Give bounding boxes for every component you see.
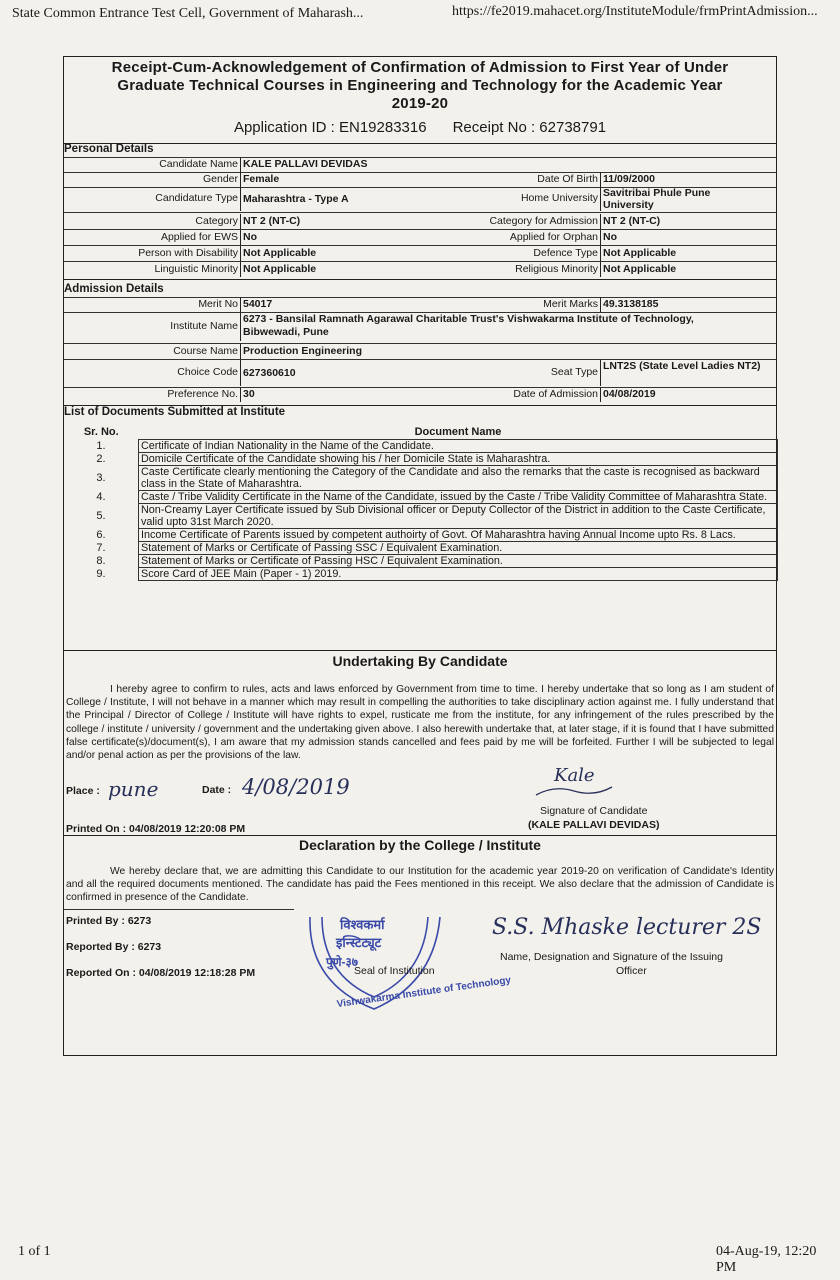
table-row xyxy=(64,453,778,466)
preference-value: 30 xyxy=(240,387,443,402)
officer-label-line1: Name, Designation and Signature of the Issuing xyxy=(500,951,723,963)
table-row xyxy=(64,491,778,504)
document-name: Income Certificate of Parents issued by competent authoirty of Govt. Of Maharashtra having Annual Income upto Rs. 8 Lacs. xyxy=(139,529,778,542)
course-value: Production Engineering xyxy=(240,344,443,359)
merit-marks-label: Merit Marks xyxy=(543,298,598,310)
place-handwritten: pune xyxy=(108,777,159,801)
disability-label: Person with Disability xyxy=(138,247,238,259)
document-name-header: Document Name xyxy=(414,425,502,438)
row-course xyxy=(64,344,776,359)
reported-by: Reported By : 6273 xyxy=(66,941,162,953)
document-name: Non-Creamy Layer Certificate issued by Sub Divisional officer or Deputy Collector of the District in addition to the Caste Certificate, valid upto 31st March 2020. xyxy=(139,504,778,529)
page-count: 1 of 1 xyxy=(18,1244,51,1259)
row-ews-orphan xyxy=(64,230,776,245)
choice-code-value: 627360610 xyxy=(240,360,443,386)
title-line-2: Graduate Technical Courses in Engineering and Technology for the Academic Year xyxy=(117,77,723,94)
home-university-label: Home University xyxy=(520,192,598,204)
table-row xyxy=(64,542,778,555)
date-label: Date : xyxy=(202,784,232,796)
receipt-title xyxy=(64,59,776,113)
gender-label: Gender xyxy=(202,173,238,185)
row-candidature xyxy=(64,187,776,211)
religious-minority-label: Religious Minority xyxy=(515,263,598,275)
title-line-1: Receipt-Cum-Acknowledgement of Confirmation of Admission to First Year of Under xyxy=(111,59,729,76)
date-handwritten: 4/08/2019 xyxy=(242,775,350,799)
category-label: Category xyxy=(195,215,238,227)
table-row xyxy=(64,466,778,491)
officer-signature: S.S. Mhaske lecturer 2S xyxy=(492,915,762,940)
personal-details-heading: Personal Details xyxy=(64,143,154,155)
stamp-hindi-line1: विश्वकर्मा xyxy=(340,917,385,932)
ews-label: Applied for EWS xyxy=(160,231,238,243)
religious-minority-value: Not Applicable xyxy=(600,262,773,277)
defence-label: Defence Type xyxy=(533,247,598,259)
row-preference-doa xyxy=(64,387,776,402)
category-admission-label: Category for Admission xyxy=(489,215,598,227)
browser-url: https://fe2019.mahacet.org/InstituteModule/frmPrintAdmission... xyxy=(452,4,818,19)
title-line-3: 2019-20 xyxy=(391,95,449,112)
table-row xyxy=(64,568,778,581)
sr-no-header: Sr. No. xyxy=(83,425,119,438)
linguistic-minority-value: Not Applicable xyxy=(240,262,443,277)
stamp-hindi-line3: पुणे-३७ xyxy=(326,955,358,969)
institute-label: Institute Name xyxy=(170,320,238,332)
dob-value: 11/09/2000 xyxy=(600,172,773,187)
documents-heading: List of Documents Submitted at Institute xyxy=(64,406,286,418)
declaration-heading: Declaration by the College / Institute xyxy=(299,837,541,853)
merit-marks-value: 49.3138185 xyxy=(600,297,773,312)
row-choice-seat xyxy=(64,360,776,386)
row-institute xyxy=(64,313,776,341)
document-name: Caste Certificate clearly mentioning the Category of the Candidate and also the remarks that the caste is recognised as backward class in the State of Maharashtra. xyxy=(139,466,778,491)
preference-label: Preference No. xyxy=(167,388,238,400)
home-university-value: Savitribai Phule Pune University xyxy=(600,187,733,211)
category-admission-value: NT 2 (NT-C) xyxy=(600,214,773,229)
document-name: Certificate of Indian Nationality in the Name of the Candidate. xyxy=(139,440,778,453)
stamp-hindi-line2: इन्स्टिट्यूट xyxy=(336,935,382,950)
table-row xyxy=(64,555,778,568)
document-name: Statement of Marks or Certificate of Passing HSC / Equivalent Examination. xyxy=(139,555,778,568)
linguistic-minority-label: Linguistic Minority xyxy=(154,263,238,275)
document-name: Statement of Marks or Certificate of Passing SSC / Equivalent Examination. xyxy=(139,542,778,555)
document-name: Domicile Certificate of the Candidate showing his / her Domicile State is Maharashtra. xyxy=(139,453,778,466)
seat-type-label: Seat Type xyxy=(550,366,598,378)
receipt-no: Receipt No : 62738791 xyxy=(452,119,607,136)
row-gender-dob xyxy=(64,172,776,187)
disability-value: Not Applicable xyxy=(240,246,443,261)
date-of-admission-label: Date of Admission xyxy=(513,388,598,400)
document-name: Caste / Tribe Validity Certificate in the Name of the Candidate, issued by the Caste / Tribe Validity Committee of Maharashtra State. xyxy=(139,491,778,504)
printed-by: Printed By : 6273 xyxy=(66,915,152,927)
table-row xyxy=(64,440,778,453)
table-row xyxy=(64,529,778,542)
signature-of-candidate-label: Signature of Candidate xyxy=(540,805,648,817)
stamp-ring-text: Vishwakarma Institute of Technology xyxy=(336,974,512,1011)
merit-no-label: Merit No xyxy=(198,298,238,310)
printed-on: Printed On : 04/08/2019 12:20:08 PM xyxy=(66,823,246,835)
orphan-value: No xyxy=(600,230,773,245)
candidature-label: Candidature Type xyxy=(155,192,238,204)
ews-value: No xyxy=(240,230,443,245)
dob-label: Date Of Birth xyxy=(537,173,598,185)
date-of-admission-value: 04/08/2019 xyxy=(600,387,773,402)
print-datetime: 04-Aug-19, 12:20 PM xyxy=(716,1244,817,1275)
undertaking-text: I hereby agree to confirm to rules, acts and laws enforced by Government from time to time. I hereby undertake that so long as I am student of College / Institute, I will not behave in a manner which may result in compelling the authorities to take disciplinary action against me. I fully understand that the Principal / Director of College / Institute will have rights to expel, rusticate me from the institute, for any infringement of the rules prescribed by the college / institute / university / government and the undertaking given above. I also herewith undertake that, at later stage, if it is found that I have submitted false certificate(s)/document(s), I am aware that my admission stands cancelled and fees paid by me will be forfeited. Further I will be subjected to legal and/or penal action as per the provisions of the law. xyxy=(66,684,774,762)
category-value: NT 2 (NT-C) xyxy=(240,214,443,229)
document-name: Score Card of JEE Main (Paper - 1) 2019. xyxy=(139,568,778,581)
document-sr-no: 8. xyxy=(96,555,106,567)
reported-on: Reported On : 04/08/2019 12:18:28 PM xyxy=(66,967,256,979)
candidate-name-under-signature: (KALE PALLAVI DEVIDAS) xyxy=(528,819,660,831)
seat-type-value: LNT2S (State Level Ladies NT2) xyxy=(600,360,773,386)
id-line xyxy=(64,119,776,136)
institute-value: 6273 - Bansilal Ramnath Agarawal Charitable Trust's Vishwakarma Institute of Technology, Bibwewadi, Pune xyxy=(240,313,743,341)
seal-of-institution-label: Seal of Institution xyxy=(354,965,435,977)
gender-value: Female xyxy=(240,172,443,187)
receipt-sheet xyxy=(63,56,777,1056)
row-category xyxy=(64,214,776,229)
admission-details-heading: Admission Details xyxy=(64,283,164,295)
row-disability-defence xyxy=(64,246,776,261)
candidate-name-label: Candidate Name xyxy=(159,158,238,170)
document-sr-no: 4. xyxy=(96,491,106,503)
document-sr-no: 9. xyxy=(96,568,106,580)
document-sr-no: 1. xyxy=(96,440,106,452)
candidate-signature: Kale xyxy=(554,765,595,786)
application-id: Application ID : EN19283316 xyxy=(233,119,427,136)
course-label: Course Name xyxy=(173,345,238,357)
signature-stroke xyxy=(534,781,614,799)
undertaking-heading: Undertaking By Candidate xyxy=(332,653,508,669)
table-row xyxy=(64,504,778,529)
document-sr-no: 5. xyxy=(96,510,106,522)
orphan-label: Applied for Orphan xyxy=(509,231,598,243)
row-candidate-name xyxy=(64,157,776,172)
candidature-value: Maharashtra - Type A xyxy=(240,187,443,211)
row-merit xyxy=(64,297,776,312)
document-sr-no: 6. xyxy=(96,529,106,541)
documents-table xyxy=(64,424,778,581)
browser-page-title: State Common Entrance Test Cell, Government of Maharash... xyxy=(12,6,364,21)
choice-code-label: Choice Code xyxy=(177,366,238,378)
merit-no-value: 54017 xyxy=(240,297,443,312)
row-minority xyxy=(64,262,776,277)
place-label: Place : xyxy=(66,785,100,797)
document-sr-no: 2. xyxy=(96,453,106,465)
candidate-name-value: KALE PALLAVI DEVIDAS xyxy=(240,157,443,172)
document-sr-no: 3. xyxy=(96,472,106,484)
declaration-text: We hereby declare that, we are admitting this Candidate to our Institution for the academic year 2019-20 on verification of Candidate's Identity and all the required documents mentioned. The candidate has paid the Fees mentioned in this receipt. We also declare that the admission of Candidate is confirmed in presence of the Candidate. xyxy=(66,866,774,904)
defence-value: Not Applicable xyxy=(600,246,773,261)
officer-label-line2: Officer xyxy=(616,965,647,977)
document-sr-no: 7. xyxy=(96,542,106,554)
